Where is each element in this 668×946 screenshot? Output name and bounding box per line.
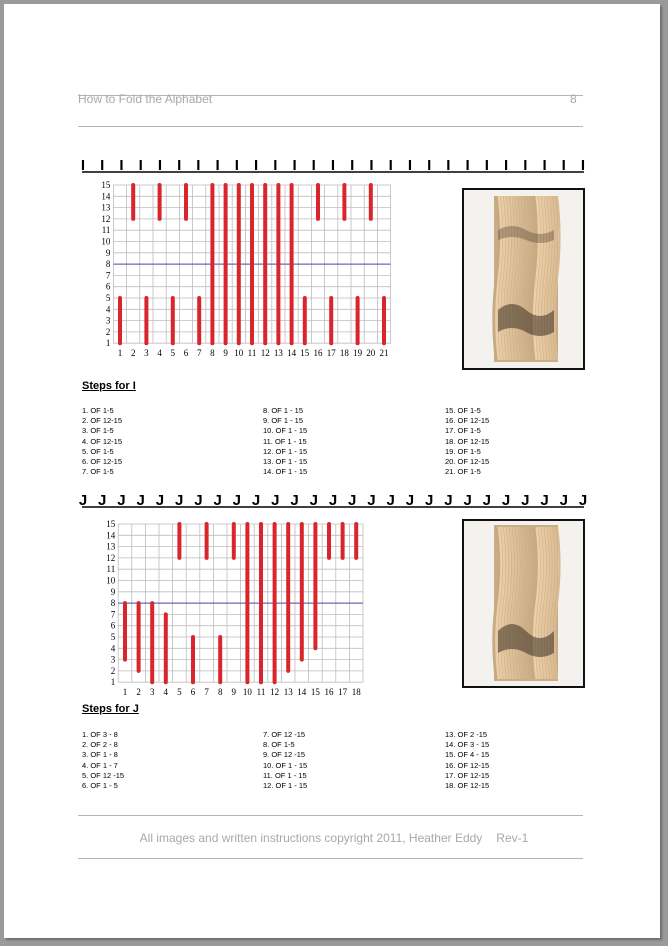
x-tick-label: 5 <box>177 687 182 698</box>
ruler-letter: I <box>407 157 413 174</box>
y-tick-label: 11 <box>101 225 111 236</box>
step-item: 15. OF 1-5 <box>445 406 481 415</box>
ruler-letter: I <box>427 157 432 174</box>
x-tick-label: 8 <box>210 348 215 359</box>
x-tick-label: 11 <box>256 687 266 698</box>
y-tick-label: 2 <box>110 665 116 676</box>
x-tick-label: 1 <box>122 687 128 698</box>
y-tick-label: 3 <box>110 654 116 665</box>
ruler-letter: J <box>174 492 184 509</box>
steps-column-j-3 <box>445 730 489 791</box>
ruler-letter: J <box>155 492 165 509</box>
y-tick-label: 14 <box>101 191 111 202</box>
x-tick-label: 6 <box>190 687 196 698</box>
footer-top-rule <box>78 815 583 816</box>
step-item: 20. OF 12-15 <box>445 457 490 467</box>
step-item: 6. OF 12-15 <box>82 457 123 467</box>
step-item: 16. OF 12-15 <box>445 760 490 770</box>
ruler-letter: I <box>100 157 105 174</box>
x-tick-label: 16 <box>313 348 323 359</box>
ruler-letter: I <box>484 157 489 174</box>
step-item: 3. OF 1 - 8 <box>82 750 118 760</box>
ruler-letter: J <box>367 492 376 509</box>
y-tick-label: 15 <box>106 519 116 529</box>
header-bottom-rule <box>78 126 583 127</box>
y-tick-label: 14 <box>106 530 116 541</box>
x-tick-label: 2 <box>136 687 141 698</box>
ruler-letter: I <box>138 157 143 174</box>
fold-ruler-j <box>78 490 588 509</box>
ruler-letter: J <box>501 492 511 509</box>
x-tick-label: 19 <box>353 348 363 359</box>
x-tick-label: 7 <box>204 687 209 698</box>
x-tick-label: 12 <box>270 687 280 698</box>
step-item: 14. OF 1 - 15 <box>263 467 308 477</box>
step-item: 5. OF 1-5 <box>82 446 114 456</box>
step-item: 18. OF 12-15 <box>445 781 490 791</box>
x-tick-label: 10 <box>234 348 244 359</box>
step-item: 7. OF 1-5 <box>82 467 114 477</box>
x-tick-label: 10 <box>242 687 252 698</box>
page-number: 8 <box>570 92 577 106</box>
step-item: 21. OF 1-5 <box>445 467 481 477</box>
x-tick-label: 18 <box>339 348 349 359</box>
ruler-letter: J <box>251 492 261 509</box>
step-item: 1. OF 3 - 8 <box>82 730 118 739</box>
y-tick-label: 15 <box>101 180 111 190</box>
ruler-letter: I <box>523 157 528 174</box>
x-tick-label: 2 <box>130 348 136 359</box>
x-tick-label: 1 <box>117 348 123 359</box>
step-item: 17. OF 1-5 <box>445 426 481 436</box>
ruler-letter: J <box>482 492 492 509</box>
x-tick-label: 11 <box>247 348 257 359</box>
step-item: 14. OF 3 - 15 <box>445 740 490 750</box>
step-item: 16. OF 12-15 <box>445 416 490 426</box>
ruler-letter: I <box>350 157 355 174</box>
ruler-letter: J <box>194 492 203 509</box>
y-tick-label: 11 <box>106 564 116 575</box>
y-tick-label: 10 <box>101 236 111 247</box>
ruler-letter: I <box>292 157 297 174</box>
step-item: 13. OF 2 -15 <box>445 730 488 739</box>
step-item: 12. OF 1 - 15 <box>263 446 308 456</box>
step-item: 15. OF 4 - 15 <box>445 750 490 760</box>
fold-ruler-i <box>82 155 584 173</box>
ruler-letter: I <box>465 157 470 174</box>
y-tick-label: 9 <box>110 586 116 597</box>
y-tick-label: 10 <box>106 575 116 586</box>
step-item: 11. OF 1 - 15 <box>263 770 307 780</box>
steps-column-j-1 <box>82 730 124 791</box>
step-item: 4. OF 1 - 7 <box>82 760 118 770</box>
x-tick-label: 8 <box>217 687 223 698</box>
x-tick-label: 3 <box>149 687 155 698</box>
header-title: How to Fold the Alphabet <box>78 92 213 106</box>
ruler-letter: J <box>348 492 357 509</box>
step-item: 17. OF 12-15 <box>445 770 490 780</box>
ruler-letter: J <box>540 492 549 509</box>
ruler-letter: I <box>215 157 220 174</box>
ruler-letter: J <box>290 492 299 509</box>
step-item: 2. OF 2 - 8 <box>82 740 118 750</box>
ruler-letter: I <box>273 157 278 174</box>
ruler-letter: I <box>196 157 201 174</box>
x-tick-label: 5 <box>170 348 176 359</box>
ruler-letter: J <box>521 492 530 509</box>
ruler-letter: I <box>446 157 451 174</box>
x-tick-label: 18 <box>351 687 361 698</box>
steps-column-i-3 <box>445 406 489 477</box>
y-tick-label: 8 <box>105 259 111 270</box>
ruler-letter: J <box>117 492 126 509</box>
x-tick-label: 14 <box>287 348 297 359</box>
step-item: 3. OF 1-5 <box>82 426 114 436</box>
y-tick-label: 2 <box>105 326 111 337</box>
ruler-letter: I <box>369 157 374 174</box>
steps-column-i-1 <box>82 406 122 477</box>
y-tick-label: 12 <box>106 552 116 563</box>
y-tick-label: 4 <box>105 304 111 315</box>
y-tick-label: 7 <box>105 270 111 281</box>
y-tick-label: 5 <box>105 293 111 303</box>
x-tick-label: 9 <box>223 348 228 359</box>
y-tick-label: 12 <box>101 213 111 224</box>
fold-pattern-chart-i <box>82 178 388 360</box>
x-tick-label: 6 <box>183 348 189 359</box>
ruler-letter: I <box>234 157 239 174</box>
y-tick-label: 13 <box>101 202 111 213</box>
ruler-letter: J <box>328 492 338 509</box>
ruler-letter: J <box>463 492 472 509</box>
y-tick-label: 1 <box>110 677 116 688</box>
ruler-letter: I <box>503 157 509 174</box>
ruler-letter: I <box>157 157 163 174</box>
y-tick-label: 8 <box>110 598 116 609</box>
x-tick-label: 4 <box>163 687 169 698</box>
ruler-letter: J <box>213 492 222 509</box>
steps-column-i-2 <box>263 406 307 477</box>
step-item: 19. OF 1-5 <box>445 446 481 456</box>
step-item: 12. OF 1 - 15 <box>263 781 308 791</box>
ruler-letter: I <box>580 157 586 174</box>
footer-bottom-rule <box>78 858 583 859</box>
step-item: 7. OF 12 -15 <box>263 730 306 739</box>
footer <box>0 831 668 845</box>
y-tick-label: 7 <box>110 609 116 620</box>
fold-pattern-chart-j <box>106 517 362 699</box>
folded-book-image-j <box>464 521 583 686</box>
step-item: 10. OF 1 - 15 <box>263 426 308 436</box>
y-tick-label: 9 <box>105 247 111 258</box>
ruler-letter: J <box>444 492 453 509</box>
ruler-letter: I <box>388 157 393 174</box>
ruler-letter: J <box>405 492 415 509</box>
step-item: 9. OF 12 -15 <box>263 750 306 760</box>
ruler-letter: J <box>78 492 88 509</box>
steps-column-j-2 <box>263 730 307 791</box>
ruler-letter: I <box>80 157 86 174</box>
step-item: 18. OF 12-15 <box>445 436 490 446</box>
x-tick-label: 14 <box>297 687 307 698</box>
ruler-letter: J <box>386 492 395 509</box>
step-item: 8. OF 1-5 <box>263 740 295 750</box>
step-item: 11. OF 1 - 15 <box>263 436 307 446</box>
x-tick-label: 17 <box>338 687 348 698</box>
ruler-letter: J <box>578 492 588 509</box>
ruler-letter: J <box>559 492 568 509</box>
folded-book-photo-i <box>462 188 585 370</box>
x-tick-label: 21 <box>379 348 389 359</box>
x-tick-label: 13 <box>283 687 293 698</box>
ruler-letter: I <box>119 157 124 174</box>
x-tick-label: 9 <box>231 687 237 698</box>
x-tick-label: 15 <box>310 687 320 698</box>
y-tick-label: 3 <box>105 315 111 326</box>
ruler-letter: J <box>309 492 318 509</box>
x-tick-label: 15 <box>300 348 310 359</box>
ruler-letter: I <box>311 157 316 174</box>
steps-title-i: Steps for I <box>82 380 136 392</box>
y-tick-label: 13 <box>106 541 116 552</box>
y-tick-label: 4 <box>110 643 116 654</box>
step-item: 4. OF 12-15 <box>82 436 123 446</box>
ruler-letter: I <box>253 157 259 174</box>
y-tick-label: 1 <box>105 338 111 349</box>
step-item: 8. OF 1 - 15 <box>263 406 304 415</box>
step-item: 1. OF 1-5 <box>82 406 114 415</box>
steps-title-j: Steps for J <box>82 703 139 715</box>
x-tick-label: 16 <box>324 687 334 698</box>
x-tick-label: 20 <box>366 348 376 359</box>
ruler-letter: J <box>98 492 107 509</box>
footer-copyright: All images and written instructions copyright 2011, Heather Eddy <box>139 831 483 845</box>
x-tick-label: 7 <box>196 348 202 359</box>
x-tick-label: 12 <box>260 348 270 359</box>
footer-revision: Rev-1 <box>496 831 529 845</box>
ruler-letter: J <box>271 492 280 509</box>
folded-book-photo-j <box>462 519 585 688</box>
y-tick-label: 6 <box>105 281 111 292</box>
x-tick-label: 13 <box>273 348 283 359</box>
x-tick-label: 4 <box>157 348 162 359</box>
folded-book-image-i <box>464 190 583 368</box>
y-tick-label: 5 <box>110 632 116 642</box>
ruler-letter: J <box>424 492 434 509</box>
step-item: 9. OF 1 - 15 <box>263 416 304 426</box>
step-item: 2. OF 12-15 <box>82 416 123 426</box>
y-tick-label: 6 <box>110 620 116 631</box>
ruler-letter: I <box>542 157 547 174</box>
step-item: 13. OF 1 - 15 <box>263 457 308 467</box>
ruler-letter: I <box>330 157 336 174</box>
x-tick-label: 17 <box>326 348 336 359</box>
step-item: 5. OF 12 -15 <box>82 770 125 780</box>
ruler-letter: J <box>136 492 145 509</box>
step-item: 10. OF 1 - 15 <box>263 760 308 770</box>
ruler-letter: J <box>232 492 242 509</box>
ruler-letter: I <box>561 157 566 174</box>
step-item: 6. OF 1 - 5 <box>82 781 118 791</box>
x-tick-label: 3 <box>144 348 149 359</box>
ruler-letter: I <box>177 157 182 174</box>
